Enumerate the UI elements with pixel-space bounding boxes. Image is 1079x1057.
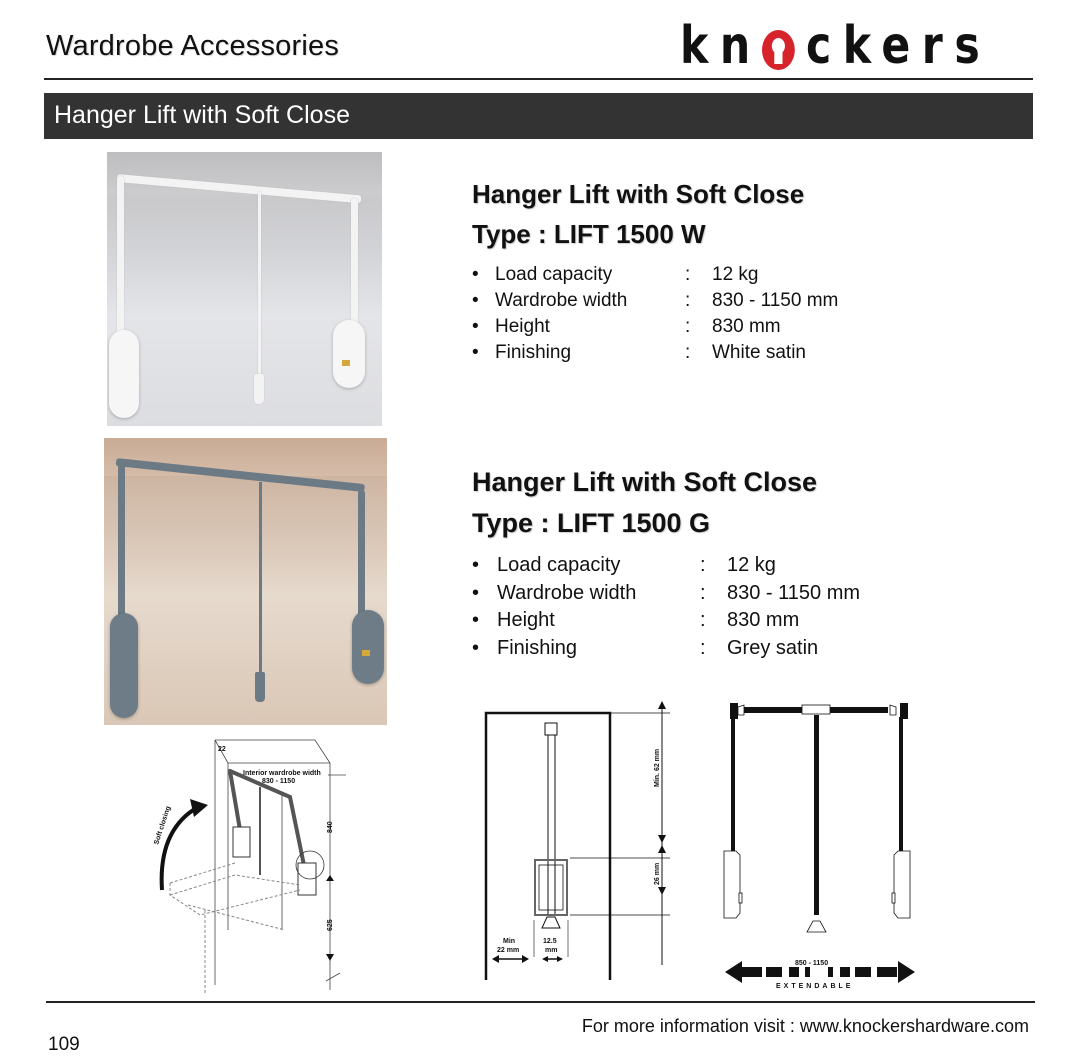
banner-title: Hanger Lift with Soft Close [54,101,350,129]
product-photo-white-lift [107,152,382,426]
spec-row-height: • Height : 830 mm [472,609,800,631]
pull-rod [258,192,261,380]
spec-row-wardrobe-width: • Wardrobe width : 830 - 1150 mm [472,290,839,311]
spec-row-load-capacity: • Load capacity : 12 kg [472,554,776,576]
height-lower-label: 625 [327,919,334,931]
left-damper-housing [109,330,139,418]
product-sticker [342,360,350,366]
footer-website-info: For more information visit : www.knockershardware.com [581,1016,1029,1036]
product-name: Hanger Lift with Soft Close [472,467,818,497]
width-value: 830 - 1150 [262,778,296,785]
rod-width-line2: mm [545,947,558,954]
keyhole-icon [762,30,795,70]
rod-width-line1: 12.5 [543,938,557,945]
spec-block-lift-1500-w [472,174,838,366]
right-damper-housing [352,610,384,684]
soft-closing-label: Soft closing [153,805,173,846]
height-upper-label: 840 [327,821,334,833]
left-damper-housing [110,613,138,718]
lift-right-arm [351,198,358,338]
lift-right-arm [358,490,365,618]
page-number: 109 [48,1034,80,1055]
spec-row-load-capacity: • Load capacity : 12 kg [472,264,759,285]
right-damper-housing [333,320,365,388]
pull-handle [255,672,265,702]
product-type: Type : LIFT 1500 W [472,219,706,249]
spec-row-height: • Height : 830 mm [472,316,781,337]
header-divider [44,78,1033,80]
extendable-label: EXTENDABLE [776,983,854,990]
lift-left-arm [118,460,125,630]
top-offset-label: 22 [218,746,226,753]
bracket-height-label: 26 mm [654,862,661,885]
side-clearance-line1: Min [503,938,516,945]
category-banner [44,93,1033,139]
footer-divider [46,1001,1035,1003]
spec-list [472,552,860,662]
side-clearance-line2: 22 mm [497,947,520,954]
product-type: Type : LIFT 1500 G [472,508,711,538]
spec-list [472,262,838,366]
side-elevation-drawing [475,695,685,985]
pull-handle [254,374,264,404]
product-name: Hanger Lift with Soft Close [472,179,805,209]
page-section-title: Wardrobe Accessories [46,30,340,62]
wardrobe-ceiling [104,438,387,476]
top-clearance-label: Min. 62 mm [654,748,661,787]
front-elevation-drawing [710,695,930,995]
spec-row-finishing: • Finishing : White satin [472,342,806,363]
brand-logo [680,18,991,74]
logo-text-end: ckers [805,16,992,76]
lift-left-arm [117,176,124,356]
extendable-range-label: 850 - 1150 [795,960,829,967]
width-label: Interior wardrobe width [243,770,321,777]
product-sticker [362,650,370,656]
product-photo-grey-lift [104,438,387,725]
spec-row-wardrobe-width: • Wardrobe width : 830 - 1150 mm [472,581,861,604]
isometric-installation-drawing [140,735,350,997]
logo-text-start: kn [680,16,762,76]
spec-block-lift-1500-g [472,462,860,662]
spec-row-finishing: • Finishing : Grey satin [472,636,819,659]
pull-rod [259,482,262,678]
